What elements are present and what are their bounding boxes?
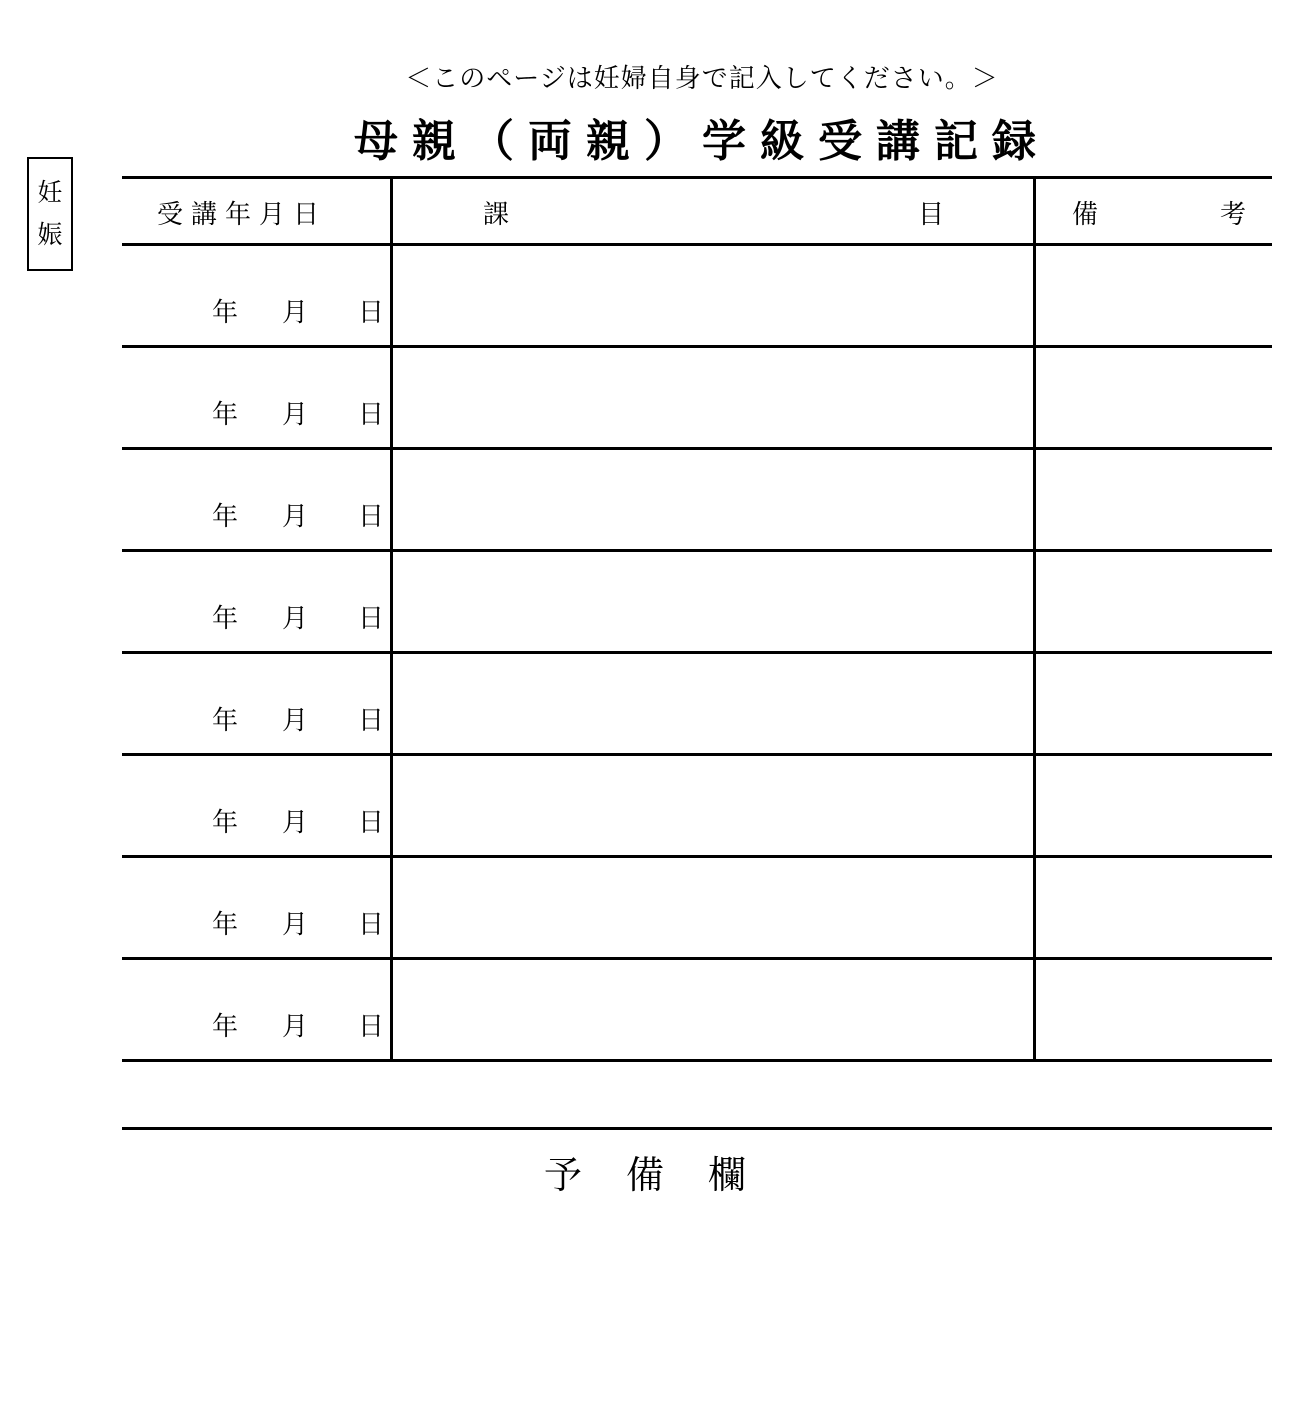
table-row-subject-cell[interactable] [393,653,1033,753]
date-month-label: 月 [282,502,309,532]
table-row-remarks-cell[interactable] [1036,347,1272,447]
table-top-border [122,176,1272,179]
table-row-date [122,653,392,755]
date-day-label: 日 [358,808,385,838]
table-row-remarks-cell[interactable] [1036,449,1272,549]
date-year-label: 年 [212,400,239,430]
date-year-label: 年 [212,502,239,532]
table-row-date [122,755,392,857]
table-row-border [122,1059,1272,1062]
table-row-remarks-cell[interactable] [1036,857,1272,957]
date-day-label: 日 [358,400,385,430]
side-tab-char-1: 妊 [37,178,63,207]
date-day-label: 日 [358,298,385,328]
date-year-label: 年 [212,604,239,634]
header-subject-left: 課 [483,200,510,230]
date-month-label: 月 [282,400,309,430]
header-remarks-right: 考 [1220,200,1247,230]
table-row-remarks-cell[interactable] [1036,959,1272,1059]
table-row-subject-cell[interactable] [393,245,1033,345]
date-year-label: 年 [212,910,239,940]
date-month-label: 月 [282,706,309,736]
date-day-label: 日 [358,502,385,532]
date-year-label: 年 [212,298,239,328]
table-row-subject-cell[interactable] [393,857,1033,957]
reserve-section-title: 予備欄 [543,1153,790,1197]
table-row-remarks-cell[interactable] [1036,755,1272,855]
table-row-date [122,347,392,449]
date-month-label: 月 [282,298,309,328]
table-row-remarks-cell[interactable] [1036,653,1272,753]
date-day-label: 日 [358,604,385,634]
table-row-subject-cell[interactable] [393,347,1033,447]
date-year-label: 年 [212,1012,239,1042]
reserve-section-divider [122,1127,1272,1130]
date-month-label: 月 [282,604,309,634]
pregnancy-section-tab [27,157,73,271]
table-row-date [122,959,392,1061]
table-row-remarks-cell[interactable] [1036,245,1272,345]
table-row-date [122,245,392,347]
date-month-label: 月 [282,1012,309,1042]
date-day-label: 日 [358,1012,385,1042]
table-row-date [122,857,392,959]
header-subject-right: 目 [918,200,945,230]
table-row-subject-cell[interactable] [393,959,1033,1059]
header-date: 受講年月日 [157,200,328,230]
date-year-label: 年 [212,706,239,736]
side-tab-char-2: 娠 [37,220,63,249]
date-year-label: 年 [212,808,239,838]
table-row-subject-cell[interactable] [393,449,1033,549]
header-remarks-left: 備 [1072,200,1099,230]
table-row-remarks-cell[interactable] [1036,551,1272,651]
table-row-date [122,551,392,653]
table-row-date [122,449,392,551]
table-row-subject-cell[interactable] [393,551,1033,651]
date-day-label: 日 [358,910,385,940]
instruction-note: ＜このページは妊婦自身で記入してください。＞ [405,64,999,94]
date-day-label: 日 [358,706,385,736]
date-month-label: 月 [282,910,309,940]
table-row-subject-cell[interactable] [393,755,1033,855]
page-title: 母親（両親）学級受講記録 [354,116,1050,167]
date-month-label: 月 [282,808,309,838]
